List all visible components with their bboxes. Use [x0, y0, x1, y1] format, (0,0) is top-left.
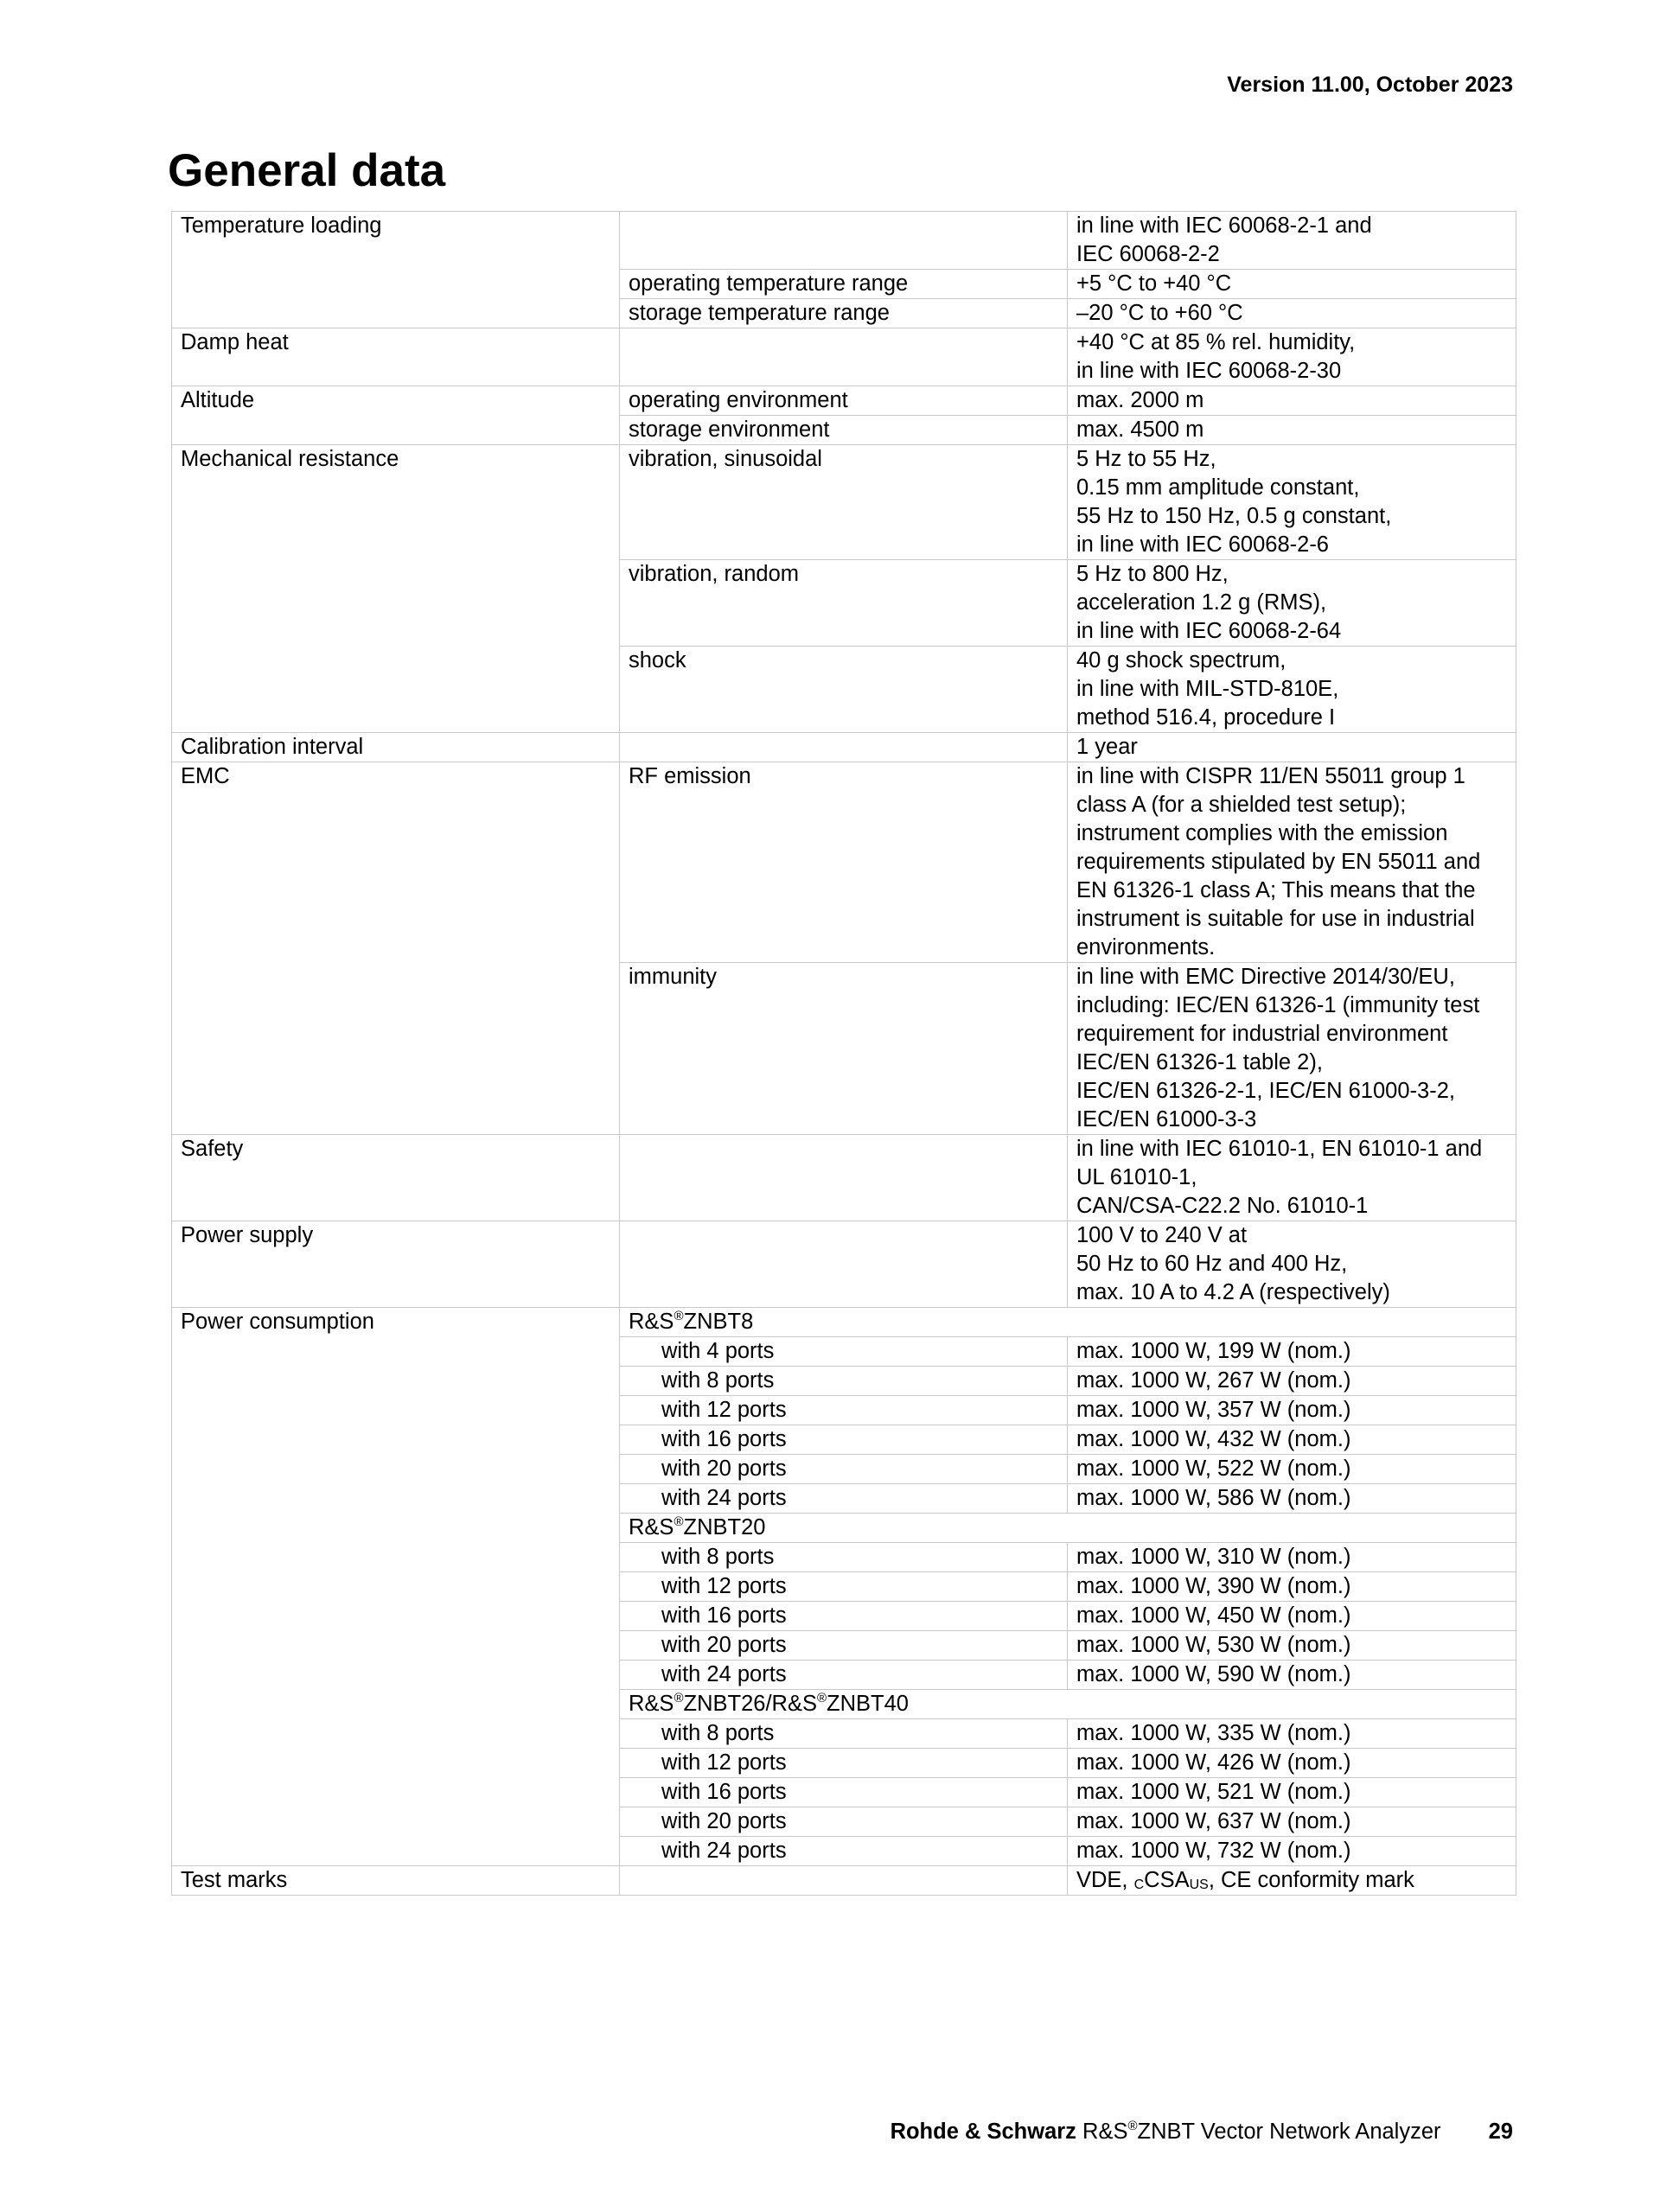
condition-label: RF emission — [620, 762, 1068, 963]
spec-value: in line with CISPR 11/EN 55011 group 1 class A (for a shielded test setup); instrument complies with the emission requirements stipulated by EN 55011 and EN 61326-1 class A; This means that the instrument is suitable for use in industrial environments. — [1068, 762, 1516, 963]
table-row — [172, 445, 1516, 560]
page-footer — [891, 2120, 1513, 2145]
param-emc: EMC — [172, 762, 620, 1135]
model-header-znbt8: R&S®ZNBT8 — [620, 1308, 1516, 1337]
spec-value: in line with IEC 61010-1, EN 61010-1 and UL 61010-1, CAN/CSA-C22.2 No. 61010-1 — [1068, 1135, 1516, 1221]
port-count: with 12 ports — [620, 1396, 1068, 1425]
param-power-consumption: Power consumption — [172, 1308, 620, 1866]
port-count: with 16 ports — [620, 1602, 1068, 1631]
spec-value: in line with EMC Directive 2014/30/EU, including: IEC/EN 61326-1 (immunity test requirement for industrial environment IEC/EN 61326-1 table 2), IEC/EN 61326-2-1, IEC/EN 61000-3-2, IEC/EN 61000-3-3 — [1068, 963, 1516, 1135]
general-data-table — [171, 211, 1516, 1896]
port-count: with 12 ports — [620, 1572, 1068, 1602]
table-row — [172, 1308, 1516, 1337]
spec-value: +5 °C to +40 °C — [1068, 270, 1516, 299]
table-row — [172, 733, 1516, 762]
spec-value: max. 1000 W, 590 W (nom.) — [1068, 1661, 1516, 1690]
spec-value: 40 g shock spectrum, in line with MIL-STD-810E, method 516.4, procedure I — [1068, 647, 1516, 733]
param-mechanical-resistance: Mechanical resistance — [172, 445, 620, 733]
spec-value: VDE, CCSAUS, CE conformity mark — [1068, 1866, 1516, 1896]
param-altitude: Altitude — [172, 386, 620, 445]
spec-value: max. 1000 W, 586 W (nom.) — [1068, 1484, 1516, 1514]
table-row — [172, 1221, 1516, 1308]
param-calibration-interval: Calibration interval — [172, 733, 620, 762]
spec-value: max. 1000 W, 450 W (nom.) — [1068, 1602, 1516, 1631]
param-safety: Safety — [172, 1135, 620, 1221]
port-count: with 24 ports — [620, 1661, 1068, 1690]
condition-label: storage environment — [620, 416, 1068, 445]
port-count: with 12 ports — [620, 1749, 1068, 1778]
spec-value: max. 1000 W, 357 W (nom.) — [1068, 1396, 1516, 1425]
port-count: with 24 ports — [620, 1837, 1068, 1866]
spec-value: max. 1000 W, 432 W (nom.) — [1068, 1425, 1516, 1455]
footer-product: R&S®ZNBT Vector Network Analyzer — [1082, 2119, 1441, 2144]
spec-value: max. 1000 W, 637 W (nom.) — [1068, 1807, 1516, 1837]
condition-label: storage temperature range — [620, 299, 1068, 328]
spec-value: 5 Hz to 800 Hz, acceleration 1.2 g (RMS), in line with IEC 60068-2-64 — [1068, 560, 1516, 647]
spec-value: max. 2000 m — [1068, 386, 1516, 416]
spec-value: max. 1000 W, 335 W (nom.) — [1068, 1719, 1516, 1749]
spec-value: –20 °C to +60 °C — [1068, 299, 1516, 328]
condition-label: shock — [620, 647, 1068, 733]
port-count: with 8 ports — [620, 1719, 1068, 1749]
spec-value: max. 1000 W, 530 W (nom.) — [1068, 1631, 1516, 1661]
port-count: with 8 ports — [620, 1543, 1068, 1572]
page-number: 29 — [1488, 2120, 1513, 2144]
param-damp-heat: Damp heat — [172, 328, 620, 386]
spec-value: max. 1000 W, 199 W (nom.) — [1068, 1337, 1516, 1367]
port-count: with 20 ports — [620, 1455, 1068, 1484]
document-version: Version 11.00, October 2023 — [1227, 73, 1513, 97]
spec-value: 100 V to 240 V at 50 Hz to 60 Hz and 400 Hz, max. 10 A to 4.2 A (respectively) — [1068, 1221, 1516, 1308]
param-test-marks: Test marks — [172, 1866, 620, 1896]
port-count: with 24 ports — [620, 1484, 1068, 1514]
spec-value: max. 1000 W, 310 W (nom.) — [1068, 1543, 1516, 1572]
spec-value: max. 1000 W, 390 W (nom.) — [1068, 1572, 1516, 1602]
spec-value: max. 1000 W, 426 W (nom.) — [1068, 1749, 1516, 1778]
spec-value: max. 1000 W, 267 W (nom.) — [1068, 1367, 1516, 1396]
port-count: with 16 ports — [620, 1778, 1068, 1807]
model-header-znbt26-znbt40: R&S®ZNBT26/R&S®ZNBT40 — [620, 1690, 1516, 1719]
condition-label: operating environment — [620, 386, 1068, 416]
spec-value: 5 Hz to 55 Hz, 0.15 mm amplitude constant, 55 Hz to 150 Hz, 0.5 g constant, in line with IEC 60068-2-6 — [1068, 445, 1516, 560]
model-header-znbt20: R&S®ZNBT20 — [620, 1514, 1516, 1543]
table-row — [172, 762, 1516, 963]
port-count: with 4 ports — [620, 1337, 1068, 1367]
footer-brand: Rohde & Schwarz — [890, 2120, 1076, 2144]
spec-value: +40 °C at 85 % rel. humidity, in line with IEC 60068-2-30 — [1068, 328, 1516, 386]
spec-value: max. 1000 W, 521 W (nom.) — [1068, 1778, 1516, 1807]
port-count: with 20 ports — [620, 1631, 1068, 1661]
param-power-supply: Power supply — [172, 1221, 620, 1308]
page-title: General data — [168, 145, 446, 196]
spec-value: max. 1000 W, 732 W (nom.) — [1068, 1837, 1516, 1866]
spec-value: max. 1000 W, 522 W (nom.) — [1068, 1455, 1516, 1484]
spec-value: max. 4500 m — [1068, 416, 1516, 445]
condition-label: operating temperature range — [620, 270, 1068, 299]
table-row — [172, 1135, 1516, 1221]
port-count: with 20 ports — [620, 1807, 1068, 1837]
param-temperature-loading: Temperature loading — [172, 212, 620, 328]
spec-value: in line with IEC 60068-2-1 and IEC 60068-2-2 — [1068, 212, 1516, 270]
condition-label: vibration, random — [620, 560, 1068, 647]
condition-label: vibration, sinusoidal — [620, 445, 1068, 560]
table-row — [172, 1866, 1516, 1896]
spec-value: 1 year — [1068, 733, 1516, 762]
table-row — [172, 386, 1516, 416]
table-row — [172, 212, 1516, 270]
condition-label: immunity — [620, 963, 1068, 1135]
table-row — [172, 328, 1516, 386]
port-count: with 8 ports — [620, 1367, 1068, 1396]
port-count: with 16 ports — [620, 1425, 1068, 1455]
